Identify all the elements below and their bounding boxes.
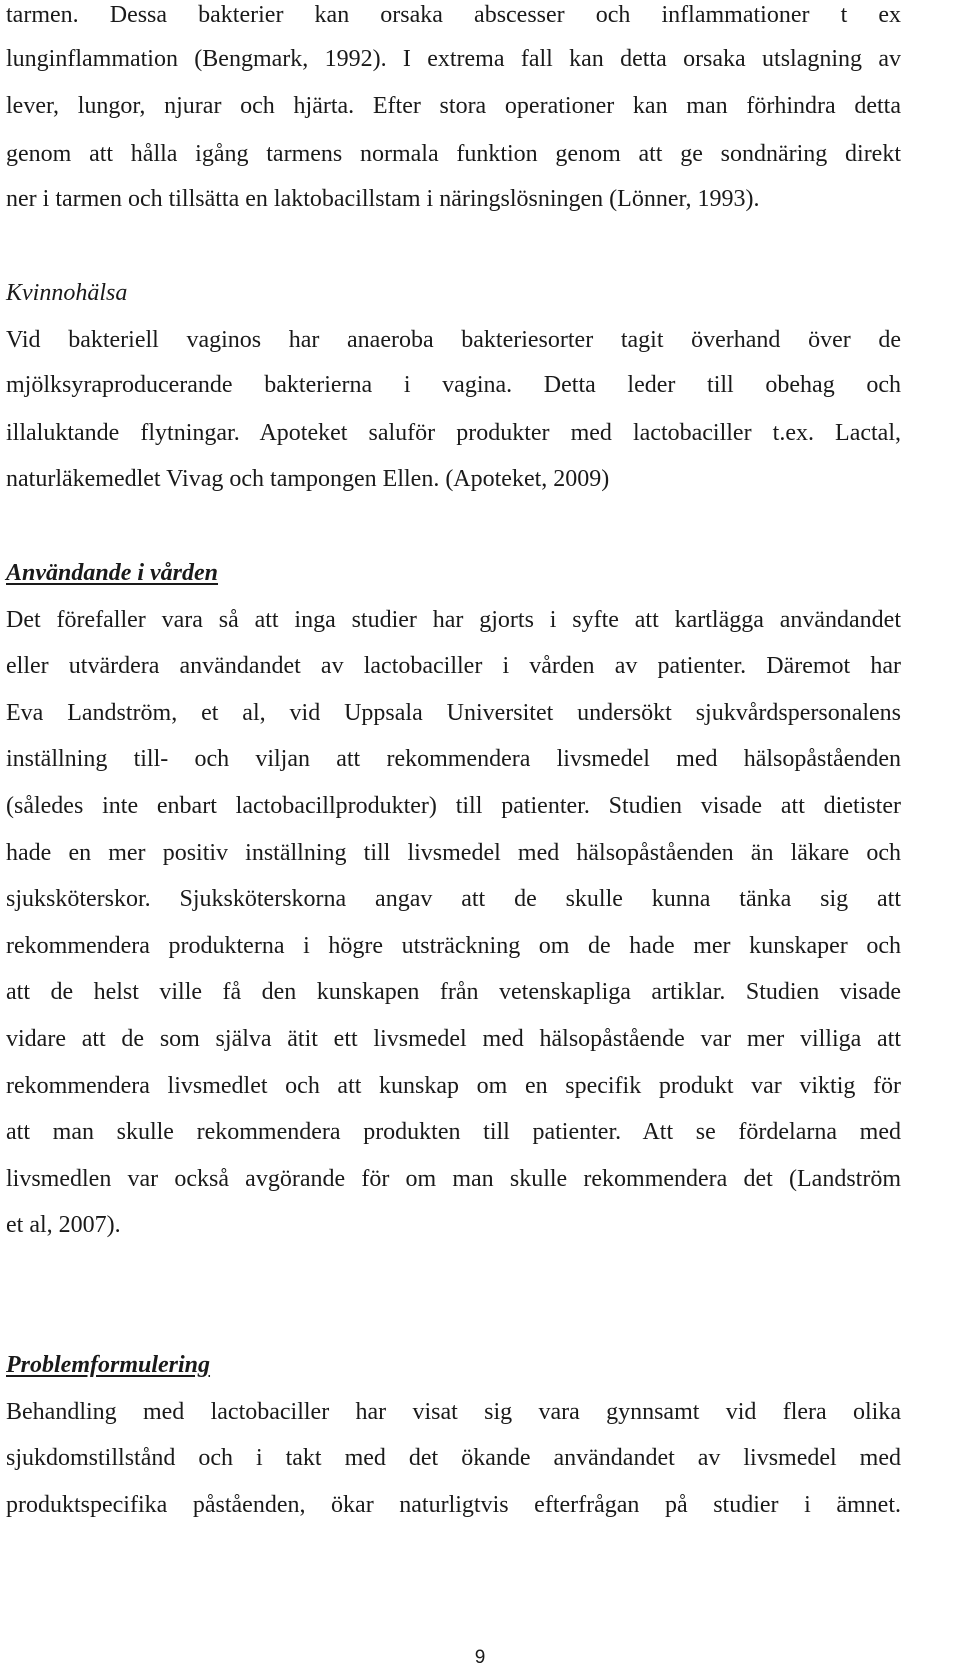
paragraph-line: sjukdomstillstånd och i takt med det ökande användandet av livsmedel med xyxy=(6,1445,901,1471)
paragraph-line: inställning till- och viljan att rekommendera livsmedel med hälsopåståenden xyxy=(6,746,901,772)
paragraph-line: mjölksyraproducerande bakterierna i vagina. Detta leder till obehag och xyxy=(6,372,901,398)
paragraph-line: et al, 2007). xyxy=(6,1212,121,1238)
paragraph-line: livsmedlen var också avgörande för om man skulle rekommendera det (Landström xyxy=(6,1166,901,1192)
paragraph-line: Eva Landström, et al, vid Uppsala Universitet undersökt sjukvårdspersonalens xyxy=(6,700,901,726)
paragraph-line: sjuksköterskor. Sjuksköterskorna angav att de skulle kunna tänka sig att xyxy=(6,886,901,912)
paragraph-line: lunginflammation (Bengmark, 1992). I extrema fall kan detta orsaka utslagning av xyxy=(6,46,901,72)
section-heading-kvinnohalsa: Kvinnohälsa xyxy=(6,280,128,306)
section-heading-anvandande: Användande i vården xyxy=(6,560,219,586)
paragraph-line: Det förefaller vara så att inga studier har gjorts i syfte att kartlägga användandet xyxy=(6,607,901,633)
paragraph-line: illaluktande flytningar. Apoteket saluför produkter med lactobaciller t.ex. Lactal, xyxy=(6,420,901,446)
paragraph-line: lever, lungor, njurar och hjärta. Efter stora operationer kan man förhindra detta xyxy=(6,93,901,119)
paragraph-line: eller utvärdera användandet av lactobaciller i vården av patienter. Däremot har xyxy=(6,653,901,679)
paragraph-line: att man skulle rekommendera produkten till patienter. Att se fördelarna med xyxy=(6,1119,901,1145)
paragraph-line: (således inte enbart lactobacillprodukter) till patienter. Studien visade att dietister xyxy=(6,793,901,819)
paragraph-line: genom att hålla igång tarmens normala funktion genom att ge sondnäring direkt xyxy=(6,141,901,167)
paragraph-line: Vid bakteriell vaginos har anaeroba bakteriesorter tagit överhand över de xyxy=(6,327,901,353)
paragraph-line: att de helst ville få den kunskapen från vetenskapliga artiklar. Studien visade xyxy=(6,979,901,1005)
paragraph-line: tarmen. Dessa bakterier kan orsaka abscesser och inflammationer t ex xyxy=(6,2,901,28)
section-heading-problemformulering: Problemformulering xyxy=(6,1352,211,1378)
paragraph-line: vidare att de som själva ätit ett livsmedel med hälsopåstående var mer villiga att xyxy=(6,1026,901,1052)
paragraph-line: naturläkemedlet Vivag och tampongen Ellen. (Apoteket, 2009) xyxy=(6,466,610,492)
paragraph-line: ner i tarmen och tillsätta en laktobacillstam i näringslösningen (Lönner, 1993). xyxy=(6,186,760,212)
paragraph-line: Behandling med lactobaciller har visat sig vara gynnsamt vid flera olika xyxy=(6,1399,901,1425)
paragraph-line: hade en mer positiv inställning till livsmedel med hälsopåståenden än läkare och xyxy=(6,840,901,866)
paragraph-line: rekommendera livsmedlet och att kunskap om en specifik produkt var viktig för xyxy=(6,1073,901,1099)
paragraph-line: rekommendera produkterna i högre utsträckning om de hade mer kunskaper och xyxy=(6,933,901,959)
paragraph-line: produktspecifika påståenden, ökar naturligtvis efterfrågan på studier i ämnet. xyxy=(6,1492,901,1518)
page-number: 9 xyxy=(474,1647,486,1668)
